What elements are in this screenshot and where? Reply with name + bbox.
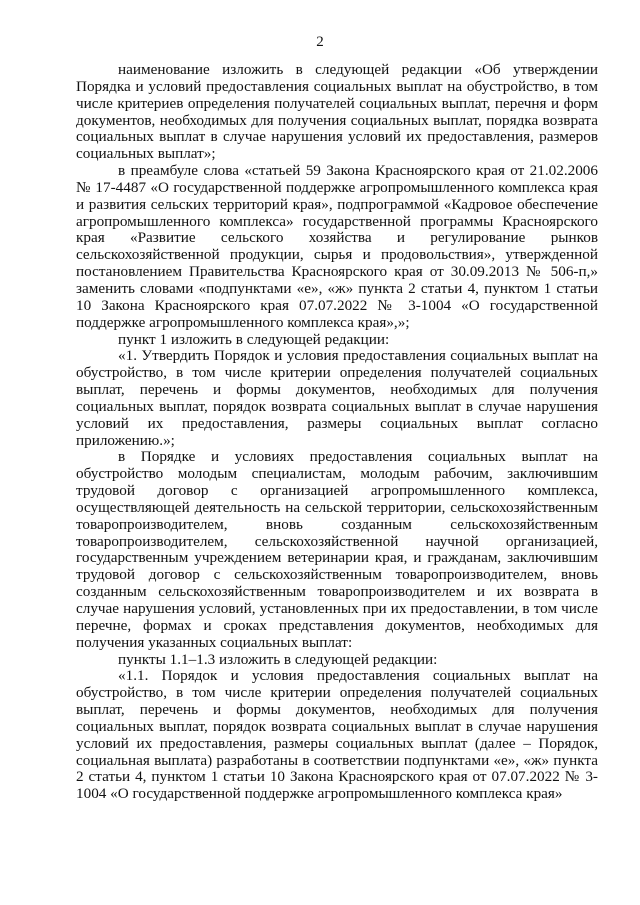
paragraph-point-1-intro: пункт 1 изложить в следующей редакции: — [118, 330, 390, 348]
paragraph-points-1-1-1-3-intro: пункты 1.1–1.3 изложить в следующей редакции: — [118, 650, 438, 668]
paragraph-preamble-amendment: в преамбуле слова «статьей 59 Закона Красноярского края от 21.02.2006 № 17-4487 «О государственной поддержке агропромышленного комплекса края и развития сельских территорий края», подпрограммой «Кадровое обеспечение агропромышленного комплекса» государственной программы Красноярского края «Развитие сельского хозяйства и регулирование рынков сельскохозяйственной продукции, сырья и продовольствия», утвержденной постановлением Правительства Красноярского края от 30.09.2013 № 506-п,» заменить словами «подпунктами «е», «ж» пункта 2 статьи 4, пунктом 1 статьи 10 Закона Красноярского края 07.07.2022 № 3-1004 «О государственной поддержке агропромышленного комплекса края»,»; — [76, 162, 598, 331]
paragraph-point-1-1-text: «1.1. Порядок и условия предоставления социальных выплат на обустройство, в том числе критерии определения получателей социальных выплат, перечень и формы документов, необходимых для получения социальных выплат, порядок возврата социальных выплат в случае нарушения условий их предоставления, размеры социальных выплат (далее – Порядок, социальная выплата) разработаны в соответствии подпунктами «е», «ж» пункта 2 статьи 4, пунктом 1 статьи 10 Закона Красноярского края от 07.07.2022 № 3-1004 «О государственной поддержке агропромышленного комплекса края» — [76, 667, 598, 803]
paragraph-title-amendment: наименование изложить в следующей редакции «Об утверждении Порядка и условий предоставления социальных выплат на обустройство, в том числе критериев определения получателей социальных выплат, перечня и форм документов, необходимых для получения социальных выплат, порядка возврата социальных выплат в случае нарушения условий их предоставления, размеров социальных выплат»; — [76, 61, 598, 163]
page-number: 2 — [316, 34, 324, 50]
paragraph-point-1-text: «1. Утвердить Порядок и условия предоставления социальных выплат на обустройство, в том числе критерии определения получателей социальных выплат, перечень и формы документов, необходимых для получения социальных выплат, порядок возврата социальных выплат в случае нарушения условий их предоставления, размеры социальных выплат согласно приложению.»; — [76, 347, 598, 449]
document-body — [76, 62, 598, 803]
paragraph-procedure-intro: в Порядке и условиях предоставления социальных выплат на обустройство молодым специалистам, молодым рабочим, заключившим трудовой договор с организацией агропромышленного комплекса, осуществляющей деятельность на сельской территории, сельскохозяйственным товаропроизводителем, вновь созданным сельскохозяйственным товаропроизводителем, сельскохозяйственной научной организацией, государственным учреждением ветеринарии края, и гражданам, заключившим трудовой договор с сельскохозяйственным товаропроизводителем, вновь созданным сельскохозяйственным товаропроизводителем и их возврата в случае нарушения условий, установленных при их предоставлении, в том числе перечне, формах и сроках представления документов, необходимых для получения указанных социальных выплат: — [76, 448, 598, 651]
